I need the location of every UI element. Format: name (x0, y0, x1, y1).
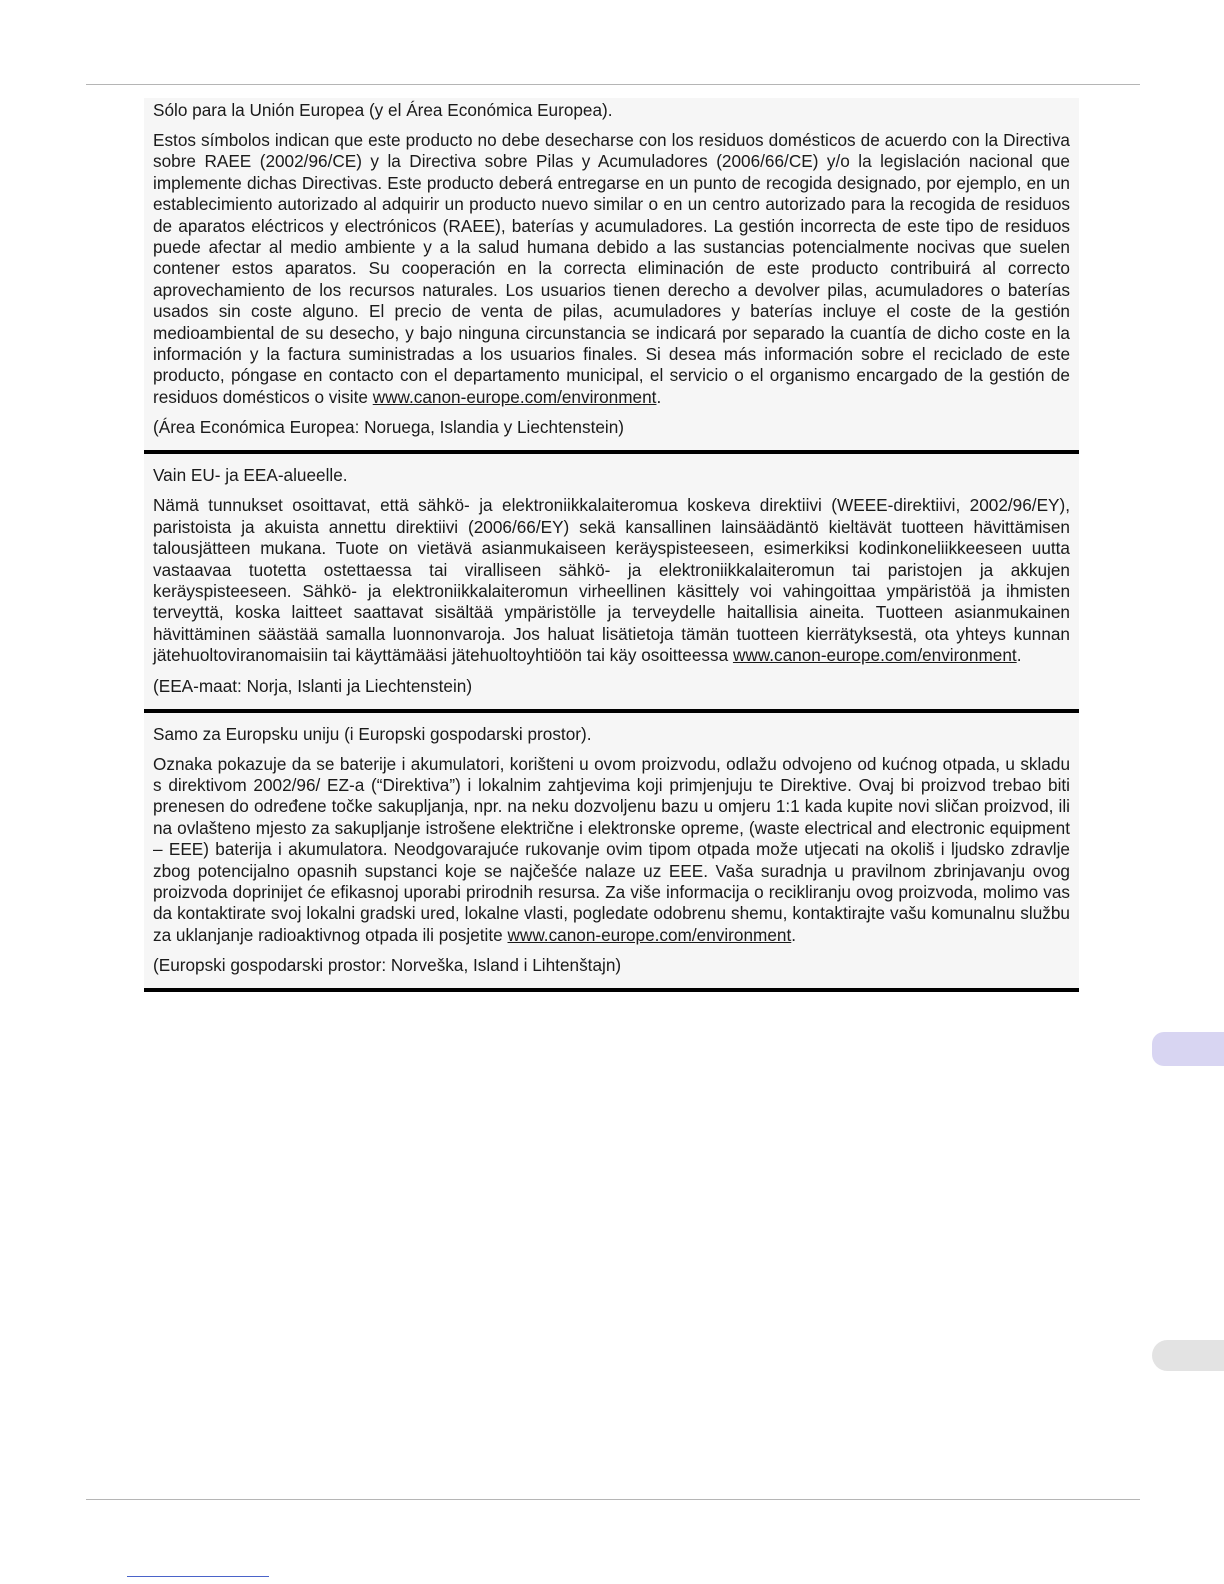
section-body-text: Nämä tunnukset osoittavat, että sähkö- ja elektroniikkalaiteromua koskeva direktiivi (WEEE-direktiivi, 2002/96/EY), paristoista ja akuista annettu direktiivi (2006/66/EY) sekä kansallinen lainsäädäntö kieltävät tuotteen hävittämisen talousjätteen mukana. Tuote on vietävä asianmukaiseen keräyspisteeseen, esimerkiksi kodinkoneliikkeeseen uutta vastaavaa tuotetta ostettaessa tai viralliseen sähkö- ja elektroniikkalaiteromun tai paristojen ja akkujen keräyspisteeseen. Sähkö- ja elektroniikkalaiteromun virheellinen käsittely voi vahingoittaa ympäristöä ja ihmisten terveyttä, koska laitteet saattavat sisältää ympäristölle ja terveydelle haitallisia aineita. Tuotteen asianmukainen hävittäminen säästää samalla luonnonvaroja. Jos haluat lisätietoja tämän tuotteen kierrätyksestä, ota yhteys kunnan jätehuoltoviranomaisiin tai käyttämääsi jätehuoltoyhtiöön tai käy osoitteessa (153, 495, 1070, 666)
environment-link[interactable]: www.canon-europe.com/environment (732, 645, 1017, 666)
link-suffix: . (656, 386, 662, 407)
section-title: Sólo para la Unión Europea (y el Área Económica Europea). (153, 100, 613, 120)
notice-section-croatian (144, 713, 1079, 993)
chapter-side-tab[interactable] (1152, 1032, 1224, 1066)
header-rule (86, 84, 1140, 85)
environment-link[interactable]: www.canon-europe.com/environment (372, 386, 657, 407)
section-body-text: Oznaka pokazuje da se baterije i akumulatori, korišteni u ovom proizvodu, odlažu odvojeno od kućnog otpada, u skladu s direktivom 2002/96/ EZ-a (“Direktiva”) i lokalnim zahtjevima koji primjenjuju te Direktive. Ovaj bi proizvod trebao biti prenesen do određene točke sakupljanja, npr. na neku dozvoljenu bazu u omjeru 1:1 kada kupite novi sličan proizvod, ili na ovlašteno mjesto za sakupljanje istrošene električne i elektronske opreme, (waste electrical and electronic equipment – EEE) baterija i akumulatora. Neodgovarajuće rukovanje ovim tipom otpada može utjecati na okoliš i ljudsko zdravlje zbog potencijalno opasnih supstanci koje se najčešće nalaze uz EEE. Vaša suradnja u pravilnom zbrinjavanju ovog proizvoda doprinijet će efikasnoj uporabi prirodnih resursa. Za više informacija o recikliranju ovog proizvoda, molimo vas da kontaktirate svoj lokalni gradski ured, lokalne vlasti, pogledate odobrenu shemu, kontaktirajte vašu komunalnu službu za uklanjanje radioaktivnog otpada ili posjetite (153, 753, 1070, 945)
section-body-text: Estos símbolos indican que este producto no debe desecharse con los residuos domésticos de acuerdo con la Directiva sobre RAEE (2002/96/CE) y la Directiva sobre Pilas y Acumuladores (2006/66/CE) y/o la legislación nacional que implemente dichas Directivas. Este producto deberá entregarse en un punto de recogida designado, por ejemplo, en un establecimiento autorizado al adquirir un producto nuevo similar o en un centro autorizado para la recogida de residuos de aparatos eléctricos y electrónicos (RAEE), baterías y acumuladores. La gestión incorrecta de este tipo de residuos puede afectar al medio ambiente y a la salud humana debido a las sustancias potencialmente nocivas que suelen contener estos aparatos. Su cooperación en la correcta eliminación de este producto contribuirá al correcto aprovechamiento de los recursos naturales. Los usuarios tienen derecho a devolver pilas, acumuladores o baterías usados sin coste alguno. El precio de venta de pilas, acumuladores y baterías incluye el coste de la gestión medioambiental de su desecho, y bajo ninguna circunstancia se indicará por separado la cuantía de dicho coste en la información y la factura suministradas a los usuarios finales. Si desea más información sobre el reciclado de este producto, póngase en contacto con el departamento municipal, el servicio o el organismo encargado de la gestión de residuos domésticos o visite (153, 130, 1070, 407)
section-body (153, 754, 1070, 947)
section-note: (Europski gospodarski prostor: Norveška, Island i Lihtenštajn) (153, 955, 622, 976)
section-note: (Área Económica Europea: Noruega, Islandia y Liechtenstein) (153, 417, 625, 438)
footer-rule (86, 1499, 1140, 1500)
notice-section-finnish (144, 454, 1079, 712)
section-body (153, 130, 1070, 408)
link-suffix: . (791, 924, 797, 945)
index-side-tab[interactable] (1152, 1340, 1224, 1371)
footer-link-underline[interactable] (127, 1576, 269, 1577)
section-title: Samo za Europsku uniju (i Europski gospodarski prostor). (153, 723, 592, 744)
section-note: (EEA-maat: Norja, Islanti ja Liechtenstein) (153, 675, 473, 696)
recycling-notices (144, 98, 1079, 992)
section-title: Vain EU- ja EEA-alueelle. (153, 465, 348, 486)
notice-section-spanish (144, 98, 1079, 454)
link-suffix: . (1016, 645, 1022, 666)
environment-link[interactable]: www.canon-europe.com/environment (507, 924, 792, 945)
section-body (153, 495, 1070, 666)
